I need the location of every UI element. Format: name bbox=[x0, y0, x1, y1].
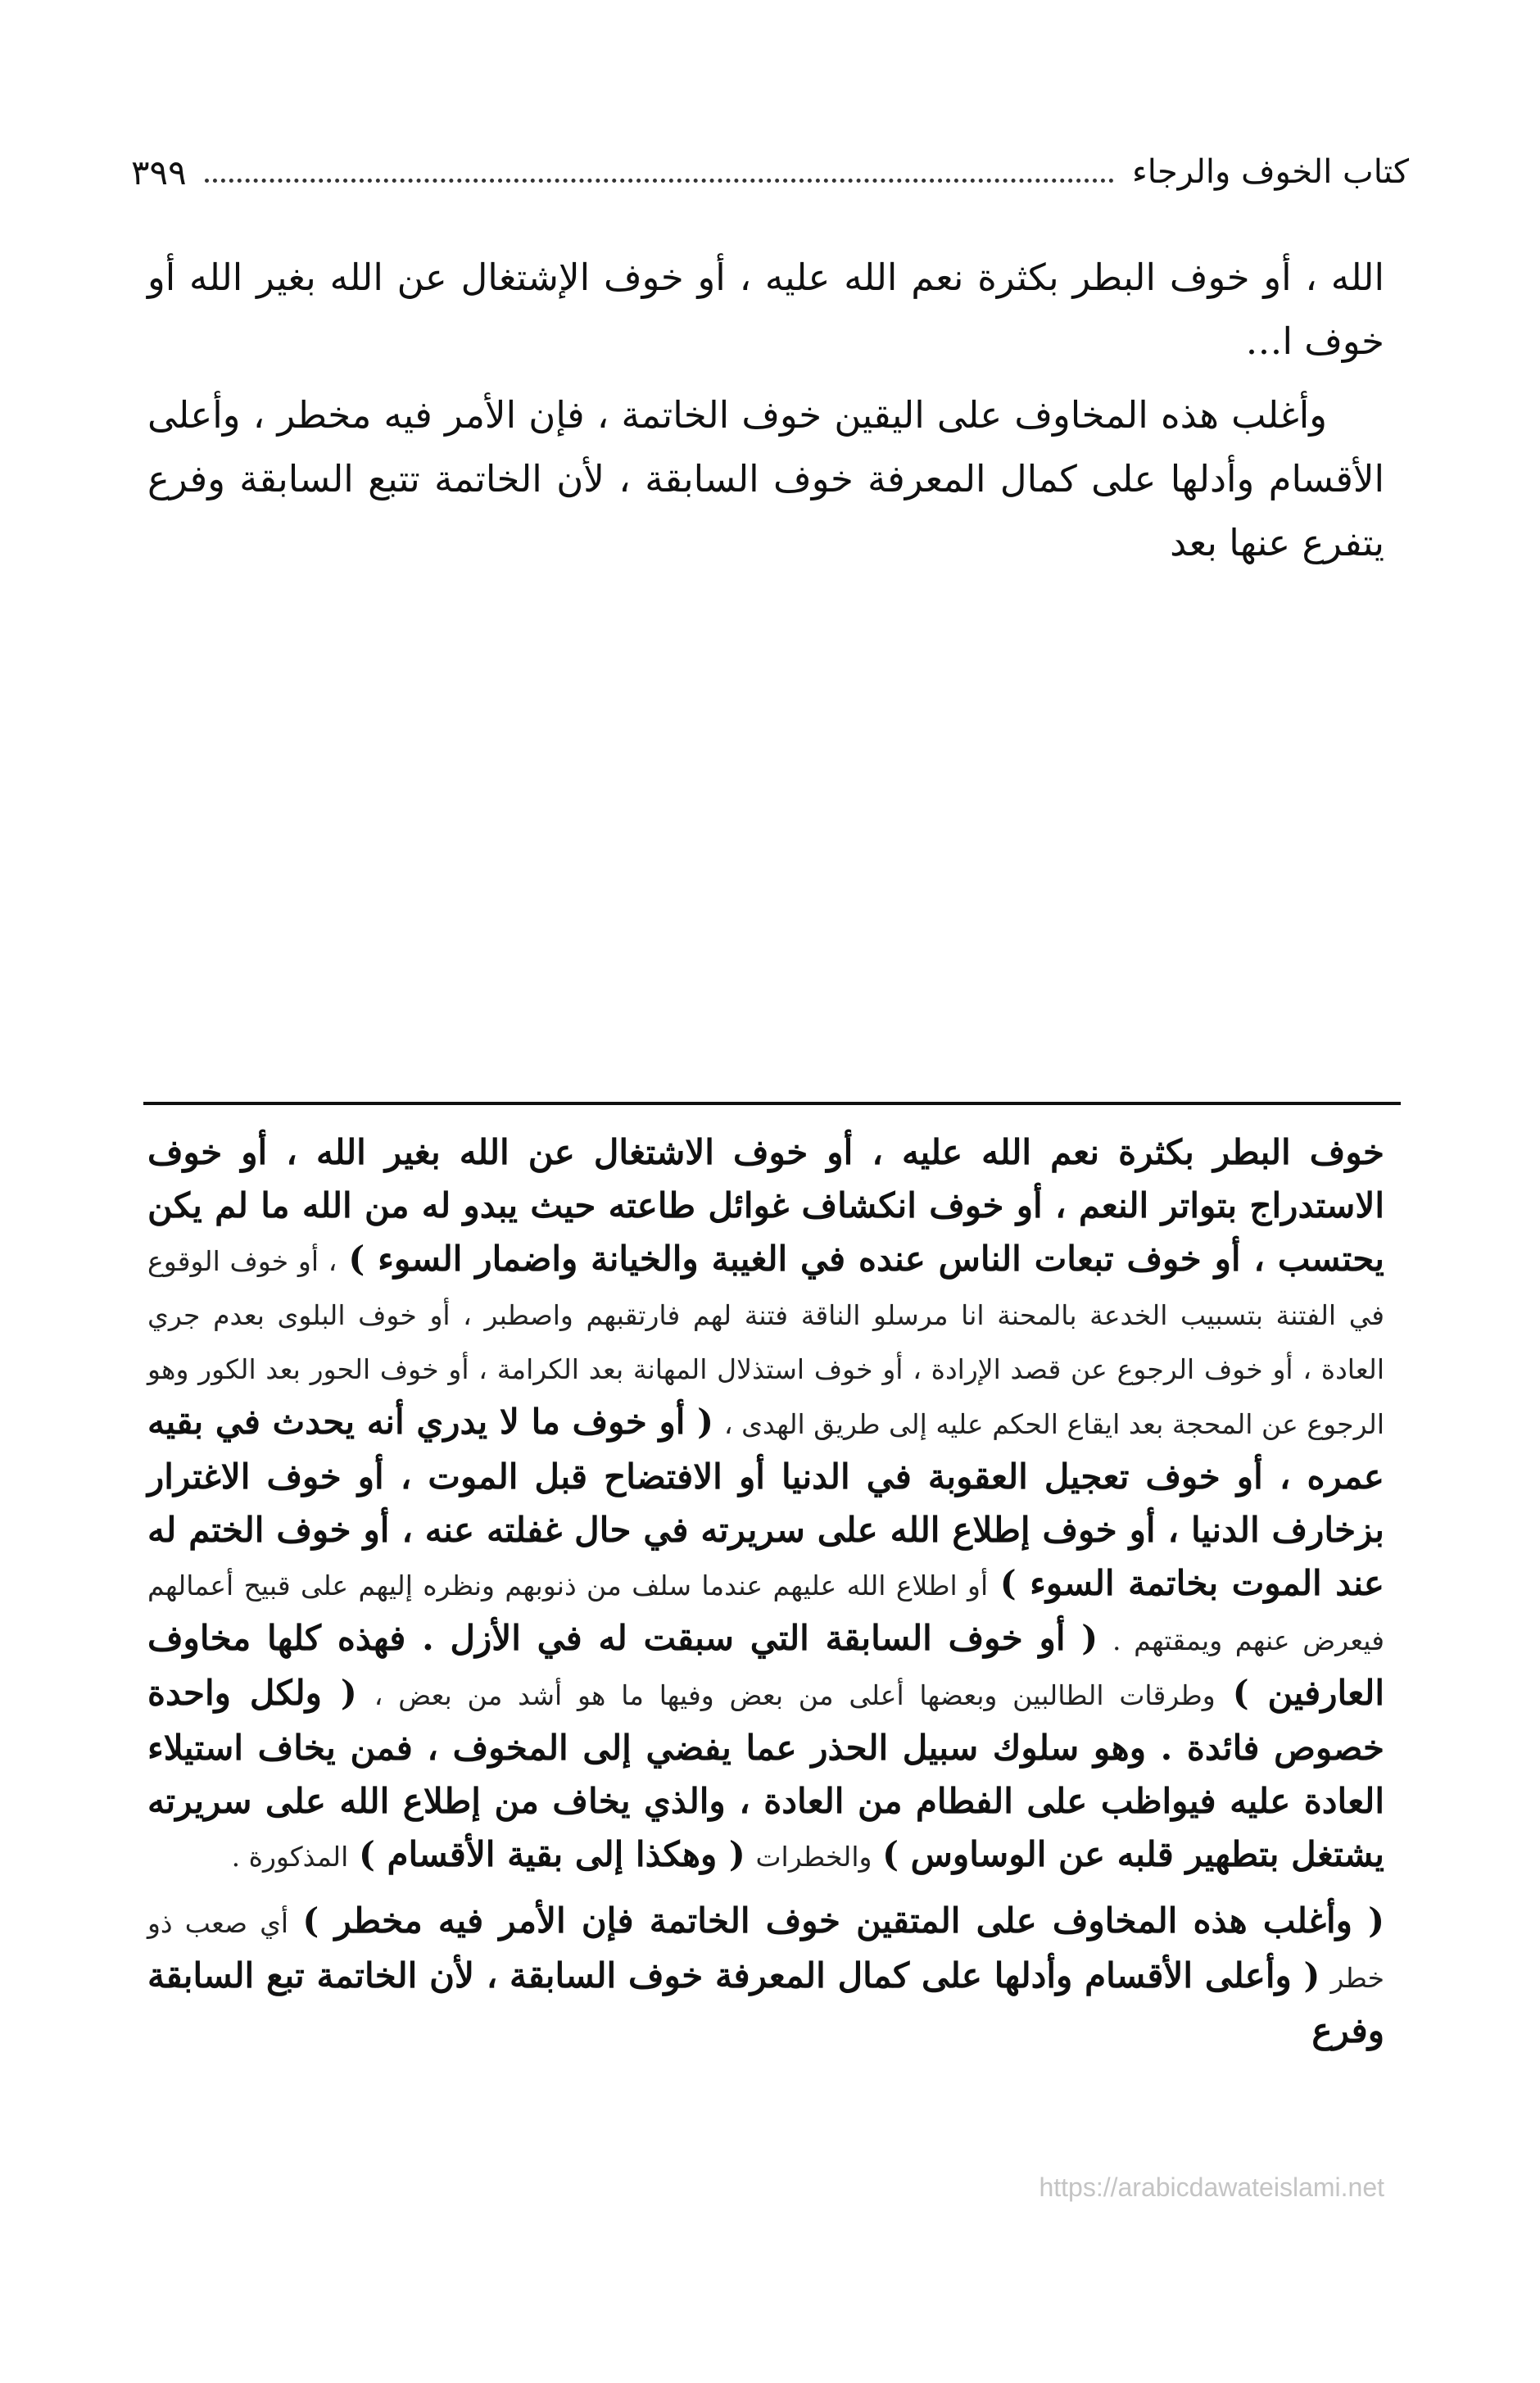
watermark-url: https://arabicdawateislami.net bbox=[1039, 2172, 1384, 2202]
commentary-note: والخطرات bbox=[755, 1841, 872, 1873]
commentary-note: أو اطلاع الله عليهم عندما سلف من ذنوبهم ونظره إليهم على قبيح أعمالهم فيعرض عنهم ويمقتهم . bbox=[147, 1570, 1384, 1656]
main-paragraph: وأغلب هذه المخاوف على اليقين خوف الخاتمة ، فإن الأمر فيه مخطر ، وأعلى الأقسام وأدلها على كمال المعرفة خوف السابقة ، لأن الخاتمة تتبع السابقة وفرع يتفرع عنها بعد bbox=[147, 393, 1384, 564]
quoted-text: ( أو خوف ما لا يدري أنه يحدث في بقيه عمره ، أو خوف تعجيل العقوبة في الدنيا أو الافتضاح قبل الموت ، أو خوف الاغترار بزخارف الدنيا ، أو خوف إطلاع الله على سريرته في حال غفلته عنه ، أو خوف الختم له عند الموت بخاتمة السوء ) bbox=[147, 1402, 1384, 1603]
commentary-paragraph bbox=[147, 1126, 1384, 1883]
commentary-note: المذكورة . bbox=[231, 1841, 349, 1873]
commentary-note: وطرقات الطالبين وبعضها أعلى من بعض وفيها ما هو أشد من بعض ، bbox=[374, 1679, 1216, 1711]
footnote-separator bbox=[143, 1102, 1401, 1105]
commentary-paragraph bbox=[147, 1895, 1384, 2058]
quoted-text: ( أو خوف السابقة التي سبقت له في الأزل . فهذه كلها مخاوف العارفين ) bbox=[147, 1618, 1385, 1713]
quoted-text: خوف البطر بكثرة نعم الله عليه ، أو خوف الاشتغال عن الله بغير الله ، أو خوف الاستدراج بتواتر النعم ، أو خوف انكشاف غوائل طاعته حيث يبدو له من الله ما لم يكن يحتسب ، أو خوف تبعات الناس عنده في الغيبة والخيانة واضمار السوء ) bbox=[147, 1132, 1384, 1279]
dotted-leader bbox=[205, 179, 1114, 183]
quoted-text: ( ولكل واحدة خصوص فائدة . وهو سلوك سبيل الحذر عما يفضي إلى المخوف ، فمن يخاف استيلاء العادة عليه فيواظب على الفطام من العادة ، والذي يخاف من إطلاع الله على سريرته يشتغل بتطهير قلبه عن الوساوس ) bbox=[147, 1673, 1384, 1874]
quoted-text: ( وأعلى الأقسام وأدلها على كمال المعرفة خوف السابقة ، لأن الخاتمة تبع السابقة وفرع bbox=[147, 1955, 1384, 2050]
commentary-text bbox=[147, 1126, 1384, 2058]
page-header bbox=[131, 143, 1409, 201]
commentary-note: ، أو خوف الوقوع في الفتنة بتسبيب الخدعة بالمحنة انا مرسلو الناقة فتنة لهم فارتقبهم واصطبر ، أو خوف البلوى بعدم جري العادة ، أو خوف الرجوع عن قصد الإرادة ، أو خوف استذلال المهانة بعد الكرامة ، أو خوف الحور بعد الكور وهو الرجوع عن المحجة بعد ايقاع الحكم عليه إلى طريق الهدى ، bbox=[147, 1245, 1385, 1440]
running-title: كتاب الخوف والرجاء bbox=[1131, 153, 1409, 191]
main-text bbox=[147, 246, 1384, 575]
commentary-note: أي صعب ذو خطر bbox=[147, 1907, 1385, 1994]
quoted-text: ( وهكذا إلى بقية الأقسام ) bbox=[358, 1834, 745, 1874]
main-paragraph: الله ، أو خوف البطر بكثرة نعم الله عليه ، أو خوف الإشتغال عن الله بغير الله أو خوف ا… bbox=[147, 256, 1384, 363]
quoted-text: ( وأغلب هذه المخاوف على المتقين خوف الخاتمة فإن الأمر فيه مخطر ) bbox=[302, 1901, 1384, 1941]
page-number: ٣٩٩ bbox=[131, 152, 187, 193]
